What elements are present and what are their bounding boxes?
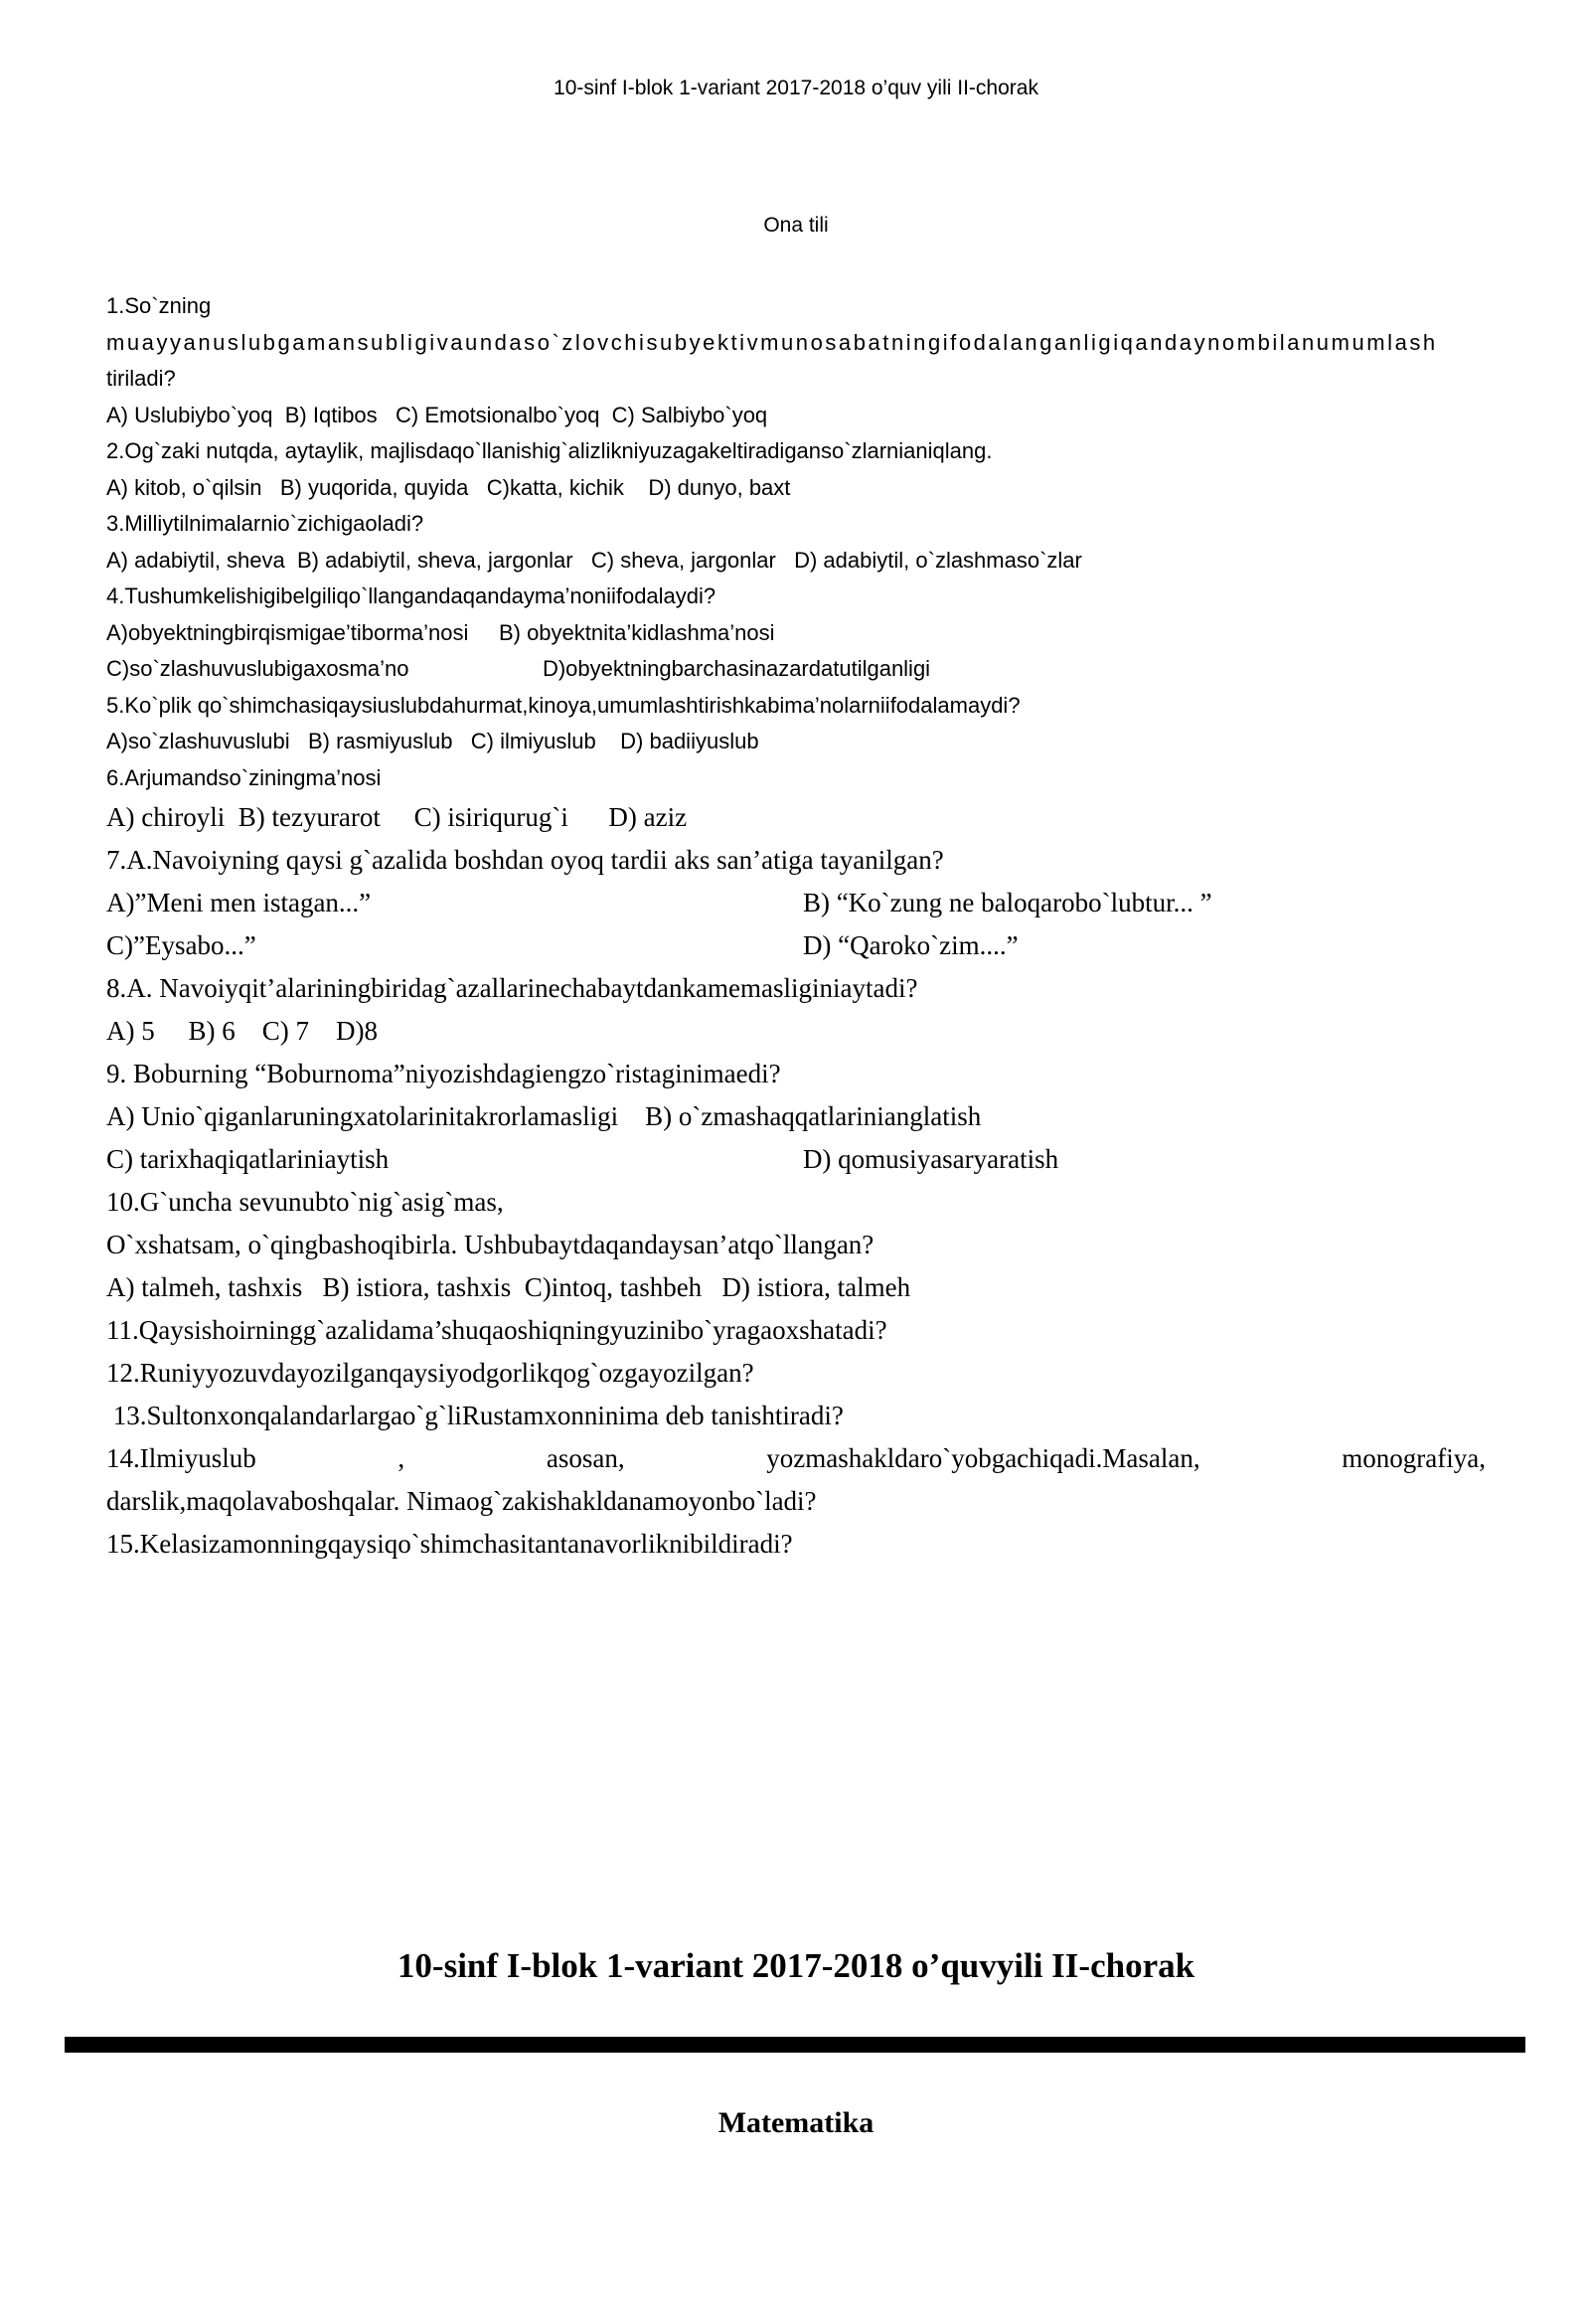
question-line <box>106 882 1486 924</box>
ona-tili-questions <box>106 288 1486 1566</box>
question-line: 15.Kelasizamonningqaysiqo`shimchasitantanavorliknibildiradi? <box>106 1529 793 1559</box>
question-line <box>106 1138 1486 1181</box>
question-line: 2.Og`zaki nutqda, aytaylik, majlisdaqo`llanishig`alizlikniyuzagakeltiradiganso`zlarnianiqlang. <box>106 438 993 463</box>
answer-option: C) tarixhaqiqatlariniaytish <box>106 1144 390 1174</box>
question-line: A) Uslubiybo`yoq B) Iqtibos C) Emotsionalbo`yoq C) Salbiybo`yoq <box>106 402 768 427</box>
question-line: muayyanuslubgamansubligivaundaso`zlovchisubyektivmunosabatningifodalanganligiqandaynombilanumumlash <box>106 329 1438 355</box>
question-line: A) adabiytil, sheva B) adabiytil, sheva, jargonlar C) sheva, jargonlar D) adabiytil, o`zlashmaso`zlar <box>106 547 1082 573</box>
question-line: A) chiroyli B) tezyurarot C) isiriqurug`i D) aziz <box>106 802 688 832</box>
question-line: 12.Runiyyozuvdayozilganqaysiyodgorlikqog`ozgayozilgan? <box>106 1358 754 1388</box>
question-line: A) kitob, o`qilsin B) yuqorida, quyida C)katta, kichik D) dunyo, baxt <box>106 474 791 500</box>
question-line: 6.Arjumandso`ziningma’nosi <box>106 764 382 790</box>
question-line: 9. Boburning “Boburnoma”niyozishdagiengzo`ristaginimaedi? <box>106 1059 781 1088</box>
section-title-matematika: Matematika <box>717 2106 874 2139</box>
question-line: 8.A. Navoiyqit’alariningbiridag`azallarinechabaytdankamemasliginiaytadi? <box>106 973 918 1003</box>
answer-option: D) “Qaroko`zim....” <box>802 930 1019 960</box>
question-line: 7.A.Navoiyning qaysi g`azalida boshdan oyoq tardii aks san’atiga tayanilgan? <box>106 845 944 875</box>
answer-option: B) “Ko`zung ne baloqarobo`lubtur... ” <box>802 888 1212 917</box>
section-divider <box>65 2037 1525 2053</box>
answer-option: D) qomusiyasaryaratish <box>802 1144 1059 1174</box>
answer-option: C)”Eysabo...” <box>106 930 256 960</box>
footer-title: 10-sinf I-blok 1-variant 2017-2018 o’quvyili II-chorak <box>397 1946 1195 1985</box>
question-line: A) Unio`qiganlaruningxatolarinitakrorlamasligi B) o`zmashaqqatlarinianglatish <box>106 1101 982 1131</box>
question-line: 5.Ko`plik qo`shimchasiqaysiuslubdahurmat,kinoya,umumlashtirishkabima’nolarniifodalamaydi? <box>106 692 1021 718</box>
question-line: C)so`zlashuvuslubigaxosma’no D)obyektningbarchasinazardatutilganligi <box>106 656 931 681</box>
question-line: 14.Ilmiyuslub , asosan, yozmashakldaro`yobgachiqadi.Masalan, monografiya, <box>106 1443 1486 1473</box>
page-header: 10-sinf I-blok 1-variant 2017-2018 o’quv yili II-chorak <box>554 77 1038 99</box>
question-line: 10.G`uncha sevunubto`nig`asig`mas, <box>106 1187 504 1217</box>
question-line: A) talmeh, tashxis B) istiora, tashxis C)intoq, tashbeh D) istiora, talmeh <box>106 1272 911 1302</box>
question-line: 11.Qaysishoirningg`azalidama’shuqaoshiqningyuzinibo`yragaoxshatadi? <box>106 1315 887 1345</box>
section-title-ona-tili: Ona tili <box>763 214 829 237</box>
question-line: A)obyektningbirqismigae’tiborma’nosi B) obyektnita’kidlashma’nosi <box>106 619 775 645</box>
answer-option: A)”Meni men istagan...” <box>106 888 372 917</box>
question-line: 1.So`zning <box>106 293 212 318</box>
question-line: A) 5 B) 6 C) 7 D)8 <box>106 1016 378 1046</box>
question-line: O`xshatsam, o`qingbashoqibirla. Ushbubaytdaqandaysan’atqo`llangan? <box>106 1230 874 1259</box>
question-line: 13.Sultonxonqalandarlargao`g`liRustamxonninima deb tanishtiradi? <box>106 1401 844 1430</box>
question-line: 4.Tushumkelishigibelgiliqo`llangandaqandayma’noniifodalaydi? <box>106 583 716 608</box>
question-line: darslik,maqolavaboshqalar. Nimaog`zakishakldanamoyonbo`ladi? <box>106 1486 817 1516</box>
question-line: tiriladi? <box>106 366 176 391</box>
question-line <box>106 924 1486 967</box>
question-line: A)so`zlashuvuslubi B) rasmiyuslub C) ilmiyuslub D) badiiyuslub <box>106 729 759 753</box>
question-line: 3.Milliytilnimalarnio`zichigaoladi? <box>106 511 424 536</box>
document-page <box>0 76 1590 2324</box>
